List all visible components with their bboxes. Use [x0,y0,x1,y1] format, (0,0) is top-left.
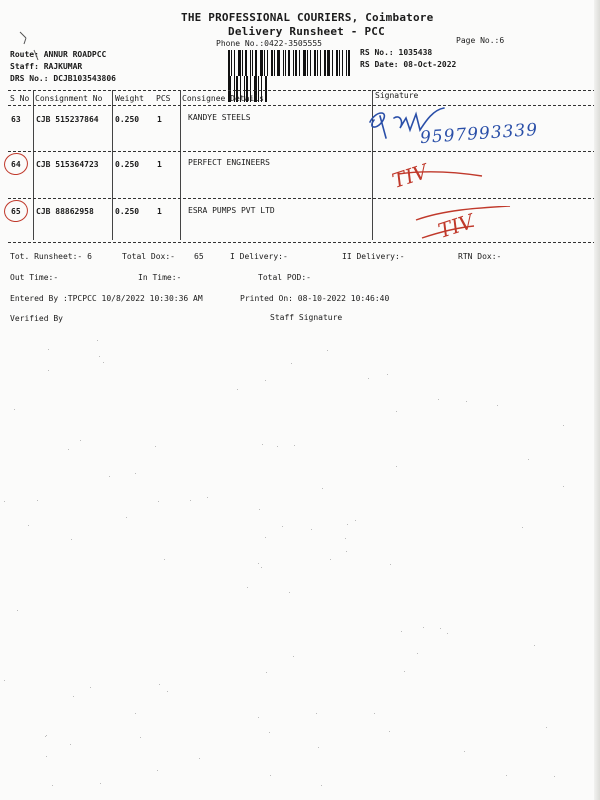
scan-speck [71,539,72,540]
scan-speck [277,446,278,447]
scan-speck [135,713,136,714]
scan-speck [390,564,391,565]
staff-signature: Staff Signature [270,313,343,322]
col-header-signature: Signature [375,91,419,100]
scan-speck [438,399,439,400]
scan-speck [159,684,160,685]
scan-speck [17,610,18,611]
col-header-weight: Weight [115,94,144,103]
scan-speck [265,380,266,381]
company-title: THE PROFESSIONAL COURIERS, Coimbatore [181,11,434,24]
barcode-bar [245,50,247,76]
row-border [8,198,596,199]
scan-speck [126,517,127,518]
scan-speck [28,525,29,526]
scan-speck [404,671,405,672]
scan-speck [293,656,294,657]
handwritten-mark-65: TIV [435,209,477,243]
table-top-border [8,90,596,91]
scan-speck [346,551,347,552]
scan-speck [167,691,168,692]
scan-speck [140,737,141,738]
barcode-bar [231,50,232,76]
scan-speck [396,411,397,412]
scan-speck [368,378,369,379]
scan-speck [190,500,191,501]
scan-speck [158,501,159,502]
row-weight: 0.250 [115,160,140,169]
barcode-bar [264,50,265,76]
scan-speck [99,356,100,357]
col-header-pcs: PCS [156,94,171,103]
col-divider [33,90,34,240]
scan-edge-shadow [594,0,600,800]
i-delivery: I Delivery:- [230,252,288,261]
row-weight: 0.250 [115,115,140,124]
barcode-bar [310,50,311,76]
scan-speck [46,756,47,757]
scan-speck [157,770,158,771]
barcode-bar [255,50,257,76]
barcode-bar [234,50,235,76]
barcode-bar [271,50,273,76]
handwritten-mark-64: TIV [389,159,431,193]
barcode-bar [267,50,268,76]
scan-speck [440,628,441,629]
red-stroke [396,170,486,200]
total-pod: Total POD:- [258,273,311,282]
barcode-bar [299,50,300,76]
scan-speck [401,631,402,632]
barcode-bar [274,50,275,76]
scan-speck [37,500,38,501]
scan-speck [563,425,564,426]
row-consignee: ESRA PUMPS PVT LTD [188,206,275,215]
barcode-bar [324,50,326,76]
rs-number: RS No.: 1035438 [360,48,433,57]
row-sno: 65 [11,207,21,216]
scan-speck [534,645,535,646]
scan-speck [327,350,328,351]
row-consignment: CJB 88862958 [36,207,94,216]
barcode-bar [320,50,321,76]
barcode-bar [293,50,294,76]
table-bottom-border [8,242,596,243]
scan-speck [155,446,156,447]
barcode-bar [265,76,267,102]
scan-speck [45,736,46,737]
scan-speck [4,501,5,502]
barcode [228,50,354,76]
barcode-bar [295,50,297,76]
pen-tick-mark [16,30,46,70]
scan-speck [261,567,262,568]
barcode-bar [339,50,340,76]
scan-speck [447,633,448,634]
red-circle-mark [2,151,30,178]
scan-speck [90,687,91,688]
row-sno: 64 [11,160,21,169]
page-number: Page No.:6 [456,36,505,45]
runsheet-subtitle: Delivery Runsheet - PCC [228,25,385,38]
scan-speck [269,732,270,733]
barcode-bar [342,50,343,76]
staff-label: Staff: RAJKUMAR [10,62,83,71]
scan-speck [546,727,547,728]
scan-speck [282,526,283,527]
route-label: Route: ANNUR ROADPCC [10,50,107,59]
ii-delivery: II Delivery:- [342,252,405,261]
red-stroke [414,206,514,242]
barcode-bar [307,50,308,76]
scan-speck [347,524,348,525]
barcode-bar [288,50,290,76]
row-pcs: 1 [157,160,162,169]
scan-speck [417,653,418,654]
scan-speck [289,592,290,593]
scan-speck [52,785,53,786]
scan-speck [207,497,208,498]
scan-speck [48,370,49,371]
scan-speck [506,775,507,776]
scan-speck [522,527,523,528]
scan-speck [48,349,49,350]
scan-speck [258,717,259,718]
scan-speck [345,538,346,539]
scan-speck [237,389,238,390]
red-circle-mark [2,198,30,225]
scan-speck [389,731,390,732]
scan-speck [46,735,47,736]
total-dox-value: 65 [194,252,204,261]
scan-speck [266,672,267,673]
row-consignment: CJB 515237864 [36,115,99,124]
scan-speck [423,627,424,628]
scan-speck [262,444,263,445]
col-divider [112,90,113,240]
scan-speck [497,405,498,406]
scan-speck [164,559,165,560]
row-sno: 63 [11,115,21,124]
scan-speck [103,362,104,363]
col-header-sno: S No [10,94,30,103]
scan-speck [466,401,467,402]
tot-runsheet: Tot. Runsheet:- 6 [10,252,92,261]
scan-speck [554,776,555,777]
barcode-bar [314,50,316,76]
rs-date: RS Date: 08-Oct-2022 [360,60,457,69]
scan-speck [374,713,375,714]
row-consignee: KANDYE STEELS [188,113,251,122]
barcode-bar [242,50,243,76]
scan-speck [265,537,266,538]
row-consignee: PERFECT ENGINEERS [188,158,270,167]
scan-speck [291,363,292,364]
phone-number: Phone No.:0422-3505555 [216,39,322,48]
scan-speck [528,459,529,460]
row-consignment: CJB 515364723 [36,160,99,169]
scan-speck [311,529,312,530]
scan-speck [270,775,271,776]
barcode-bar [238,50,241,76]
barcode-bar [228,50,230,76]
barcode-bar [277,50,280,76]
scan-speck [97,340,98,341]
entered-by: Entered By :TPCPCC 10/8/2022 10:30:36 AM [10,294,203,303]
drs-number: DRS No.: DCJB103543806 [10,74,116,83]
barcode-bar [283,50,284,76]
barcode-bar [260,50,263,76]
out-time: Out Time:- [10,273,59,282]
scan-speck [321,785,322,786]
scan-speck [330,559,331,560]
barcode-bar [317,50,318,76]
total-dox-label: Total Dox:- [122,252,175,261]
barcode-bar [346,50,347,76]
barcode-bar [250,50,251,76]
scan-speck [100,783,101,784]
scan-speck [464,751,465,752]
scan-speck [258,563,259,564]
barcode-bar [252,50,253,76]
barcode-bar [327,50,330,76]
scan-speck [199,758,200,759]
rtn-dox: RTN Dox:- [458,252,502,261]
col-divider [180,90,181,240]
scan-speck [14,409,15,410]
row-pcs: 1 [157,115,162,124]
col-header-consignee: Consignee Details [182,94,264,103]
barcode-bar [285,50,286,76]
row-weight: 0.250 [115,207,140,216]
scan-speck [563,486,564,487]
scan-speck [294,445,295,446]
scan-speck [259,509,260,510]
scan-speck [70,744,71,745]
row-pcs: 1 [157,207,162,216]
barcode-bar [303,50,306,76]
barcode-bar [332,50,333,76]
scan-speck [80,440,81,441]
scan-speck [322,488,323,489]
printed-on: Printed On: 08-10-2022 10:46:40 [240,294,390,303]
verified-by: Verified By [10,314,63,323]
col-header-consignment: Consignment No [35,94,103,103]
scan-speck [318,747,319,748]
scan-speck [109,476,110,477]
scan-speck [316,713,317,714]
scan-speck [73,696,74,697]
scan-speck [68,449,69,450]
scan-speck [387,374,388,375]
in-time: In Time:- [138,273,182,282]
scan-speck [135,473,136,474]
barcode-bar [336,50,338,76]
handwritten-phone-number: 9597993339 [419,119,539,149]
scan-speck [355,520,356,521]
scan-speck [247,587,248,588]
scan-speck [396,466,397,467]
barcode-bar [348,50,350,76]
scan-speck [4,680,5,681]
